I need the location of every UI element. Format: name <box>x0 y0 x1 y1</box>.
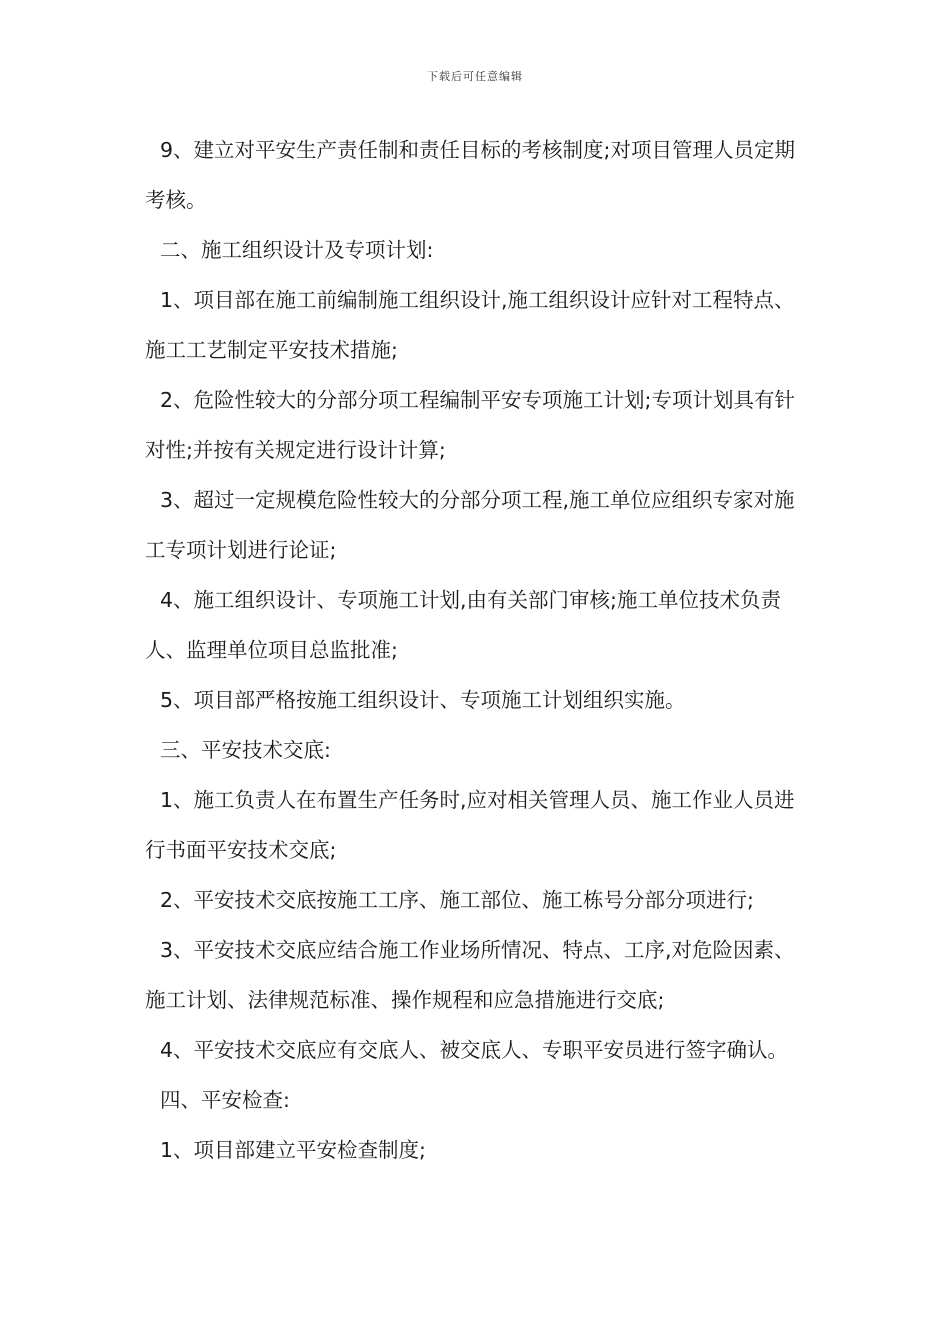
paragraph-item-9-assessment: 9、建立对平安生产责任制和责任目标的考核制度;对项目管理人员定期考核。 <box>145 138 795 212</box>
paragraph-item-4-approval: 4、施工组织设计、专项施工计划,由有关部门审核;施工单位技术负责人、监理单位项目总监批准; <box>145 588 781 662</box>
paragraph-item-3-expert-review: 3、超过一定规模危险性较大的分部分项工程,施工单位应组织专家对施工专项计划进行论证; <box>145 488 795 562</box>
paragraph-item-3-briefing-content: 3、平安技术交底应结合施工作业场所情况、特点、工序,对危险因素、施工计划、法律规范标准、操作规程和应急措施进行交底; <box>145 938 795 1012</box>
page-header: 下载后可任意编辑 <box>427 70 523 83</box>
paragraph-item-1-briefing: 1、施工负责人在布置生产任务时,应对相关管理人员、施工作业人员进行书面平安技术交底; <box>145 788 795 862</box>
paragraph-item-1-inspection: 1、项目部建立平安检查制度; <box>160 1138 426 1162</box>
paragraph-item-2-briefing-scope: 2、平安技术交底按施工工序、施工部位、施工栋号分部分项进行; <box>160 888 754 912</box>
document-body <box>145 125 810 1175</box>
section-heading-technical-briefing: 三、平安技术交底: <box>160 738 331 762</box>
paragraph-item-4-briefing-signature: 4、平安技术交底应有交底人、被交底人、专职平安员进行签字确认。 <box>160 1038 789 1062</box>
section-heading-construction-design: 二、施工组织设计及专项计划: <box>160 238 434 262</box>
paragraph-item-2-special-plan: 2、危险性较大的分部分项工程编制平安专项施工计划;专项计划具有针对性;并按有关规定进行设计计算; <box>145 388 795 462</box>
paragraph-item-5-implementation: 5、项目部严格按施工组织设计、专项施工计划组织实施。 <box>160 688 686 712</box>
section-heading-safety-inspection: 四、平安检查: <box>160 1088 290 1112</box>
paragraph-item-1-design: 1、项目部在施工前编制施工组织设计,施工组织设计应针对工程特点、施工工艺制定平安技术措施; <box>145 288 795 362</box>
